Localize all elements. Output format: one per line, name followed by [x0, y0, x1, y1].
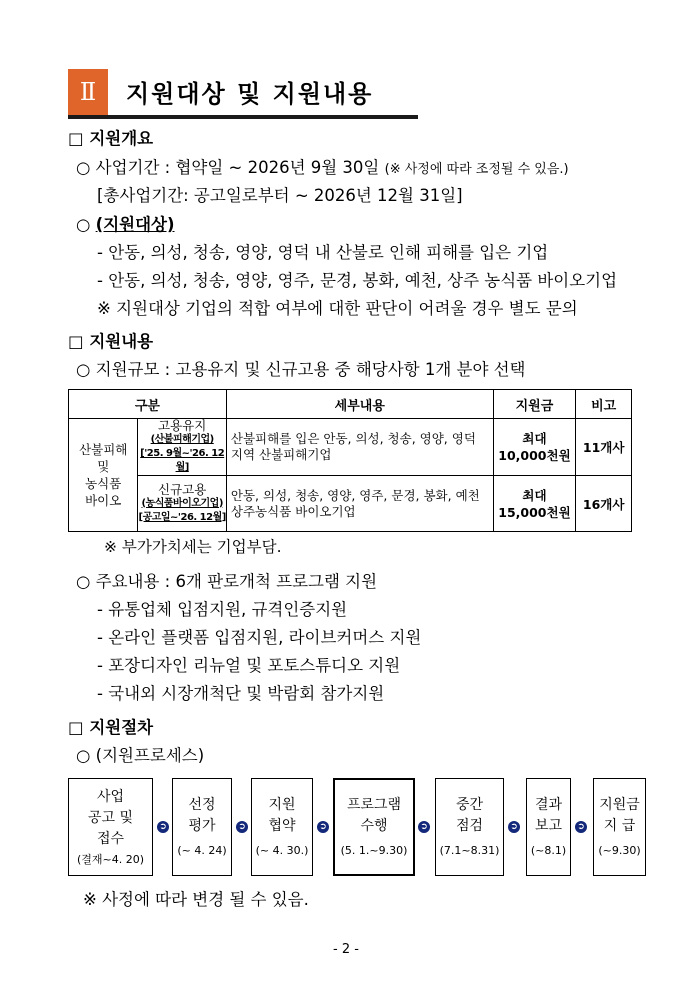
process-label: ○ (지원프로세스) — [76, 746, 205, 765]
target-note: ※ 지원대상 기업의 적합 여부에 대한 판단이 어려울 경우 별도 문의 — [97, 299, 578, 318]
step-date: (7.1~8.31) — [439, 844, 500, 857]
procedure-note: ※ 사정에 따라 변경 될 수 있음. — [83, 890, 309, 909]
table-header: 구분 — [69, 390, 227, 419]
table-header: 비고 — [576, 390, 632, 419]
arrow-icon: ➲ — [575, 821, 587, 833]
procedure-heading: □ 지원절차 — [68, 718, 154, 737]
target-item: - 안동, 의성, 청송, 영양, 영덕 내 산불로 인해 피해를 입은 기업 — [97, 243, 549, 262]
type-sub: (농식품바이오기업) — [141, 497, 223, 509]
period-text: ○ 사업기간 : 협약일 ~ 2026년 9월 30일 — [76, 158, 380, 177]
type-label: 신규고용 — [158, 481, 207, 497]
step-date: (결재~4. 20) — [76, 852, 145, 866]
detail-line: 지역 산불피해기업 — [230, 447, 332, 462]
step-date: (~ 4. 24) — [177, 844, 227, 857]
type-cell — [138, 476, 226, 532]
type-label: 고용유지 — [158, 418, 207, 433]
step-label: 지원금 — [599, 797, 640, 813]
scale-line: ○ 지원규모 : 고용유지 및 신규고용 중 해당사항 1개 분야 선택 — [76, 360, 526, 379]
process-step-evaluation — [172, 778, 232, 876]
arrow-icon: ➲ — [317, 821, 329, 833]
process-step-agreement — [251, 778, 313, 876]
step-label: 점검 — [455, 818, 484, 834]
process-step-payment — [593, 778, 646, 876]
arrow-icon: ➲ — [157, 821, 169, 833]
arrow-icon: ➲ — [418, 821, 430, 833]
step-label: 공고 및 — [87, 809, 134, 826]
category-line: 바이오 — [85, 493, 122, 508]
program-item: - 유통업체 입점지원, 규격인증지원 — [97, 600, 348, 619]
table-row — [69, 476, 632, 532]
category-line: 농식품 — [85, 476, 122, 491]
target-item: - 안동, 의성, 청송, 영양, 영주, 문경, 봉화, 예천, 상주 농식품 바이오기업 — [97, 271, 618, 290]
step-label: 사업 — [96, 788, 125, 805]
note-cell: 11개사 — [576, 419, 632, 476]
section-number-badge: Ⅱ — [68, 69, 108, 115]
step-date: (~9.30) — [598, 844, 641, 857]
step-label: 수행 — [360, 818, 388, 834]
main-line: ○ 주요내용 : 6개 판로개척 프로그램 지원 — [76, 572, 378, 591]
step-label: 보고 — [534, 818, 563, 834]
detail-cell — [226, 476, 493, 532]
program-item: - 온라인 플랫폼 입점지원, 라이브커머스 지원 — [97, 628, 422, 647]
program-item: - 국내외 시장개척단 및 박람회 참가지원 — [97, 684, 385, 703]
category-line: 및 — [97, 459, 110, 474]
step-label: 중간 — [455, 797, 484, 813]
amount-line: 최대 — [522, 487, 547, 503]
detail-cell — [226, 419, 493, 476]
content-heading: □ 지원내용 — [68, 332, 154, 351]
program-item: - 포장디자인 리뉴얼 및 포토스튜디오 지원 — [97, 656, 401, 675]
type-period: [공고일~'26. 12월] — [138, 511, 226, 523]
type-sub: (산불피해기업) — [150, 434, 214, 445]
section-title-underline — [68, 115, 418, 119]
step-date: (~8.1) — [530, 844, 567, 857]
amount-cell — [493, 476, 576, 532]
detail-line: 상주농식품 바이오기업 — [230, 503, 356, 519]
period-line — [76, 154, 569, 178]
process-step-announcement — [68, 778, 153, 876]
step-label: 평가 — [188, 818, 216, 834]
step-date: (5. 1.~9.30) — [340, 844, 408, 857]
target-bullet: ○ — [76, 215, 91, 234]
vat-note: ※ 부가가치세는 기업부담. — [104, 538, 282, 556]
note-cell: 16개사 — [576, 476, 632, 532]
arrow-icon: ➲ — [508, 821, 520, 833]
support-table — [68, 389, 632, 532]
table-header: 세부내용 — [226, 390, 493, 419]
step-label: 선정 — [188, 797, 216, 813]
page-number: - 2 - — [333, 942, 359, 957]
step-label: 지원 — [268, 797, 296, 813]
step-label: 협약 — [268, 818, 296, 834]
arrow-icon: ➲ — [236, 821, 248, 833]
step-label: 지 급 — [603, 818, 636, 834]
process-step-report — [526, 778, 571, 876]
step-label: 결과 — [534, 797, 563, 813]
target-heading: (지원대상) — [95, 215, 175, 234]
total-period: [총사업기간: 공고일로부터 ~ 2026년 12월 31일] — [97, 186, 463, 205]
table-row — [69, 419, 632, 476]
step-label: 접수 — [96, 830, 125, 847]
step-date: (~ 4. 30.) — [255, 844, 309, 857]
type-cell — [138, 419, 226, 476]
amount-line: 최대 — [522, 431, 547, 446]
section-title: 지원대상 및 지원내용 — [126, 80, 374, 108]
process-step-midcheck — [435, 778, 504, 876]
process-step-program — [333, 778, 415, 876]
period-note: (※ 사정에 따라 조정될 수 있음.) — [384, 162, 569, 177]
overview-heading: □ 지원개요 — [68, 129, 154, 148]
amount-cell — [493, 419, 576, 476]
detail-line: 산불피해를 입은 안동, 의성, 청송, 영양, 영덕 — [230, 431, 476, 446]
category-line: 산불피해 — [79, 442, 128, 457]
category-cell — [69, 419, 138, 532]
table-header-row — [69, 390, 632, 419]
amount-value: 15,000천원 — [498, 504, 571, 520]
target-line — [76, 211, 175, 235]
step-label: 프로그램 — [346, 797, 402, 813]
amount-value: 10,000천원 — [498, 448, 571, 463]
table-header: 지원금 — [493, 390, 576, 419]
type-period: ['25. 9월~'26. 12월] — [140, 448, 225, 473]
detail-line: 안동, 의성, 청송, 영양, 영주, 문경, 봉화, 예천 — [230, 487, 480, 503]
